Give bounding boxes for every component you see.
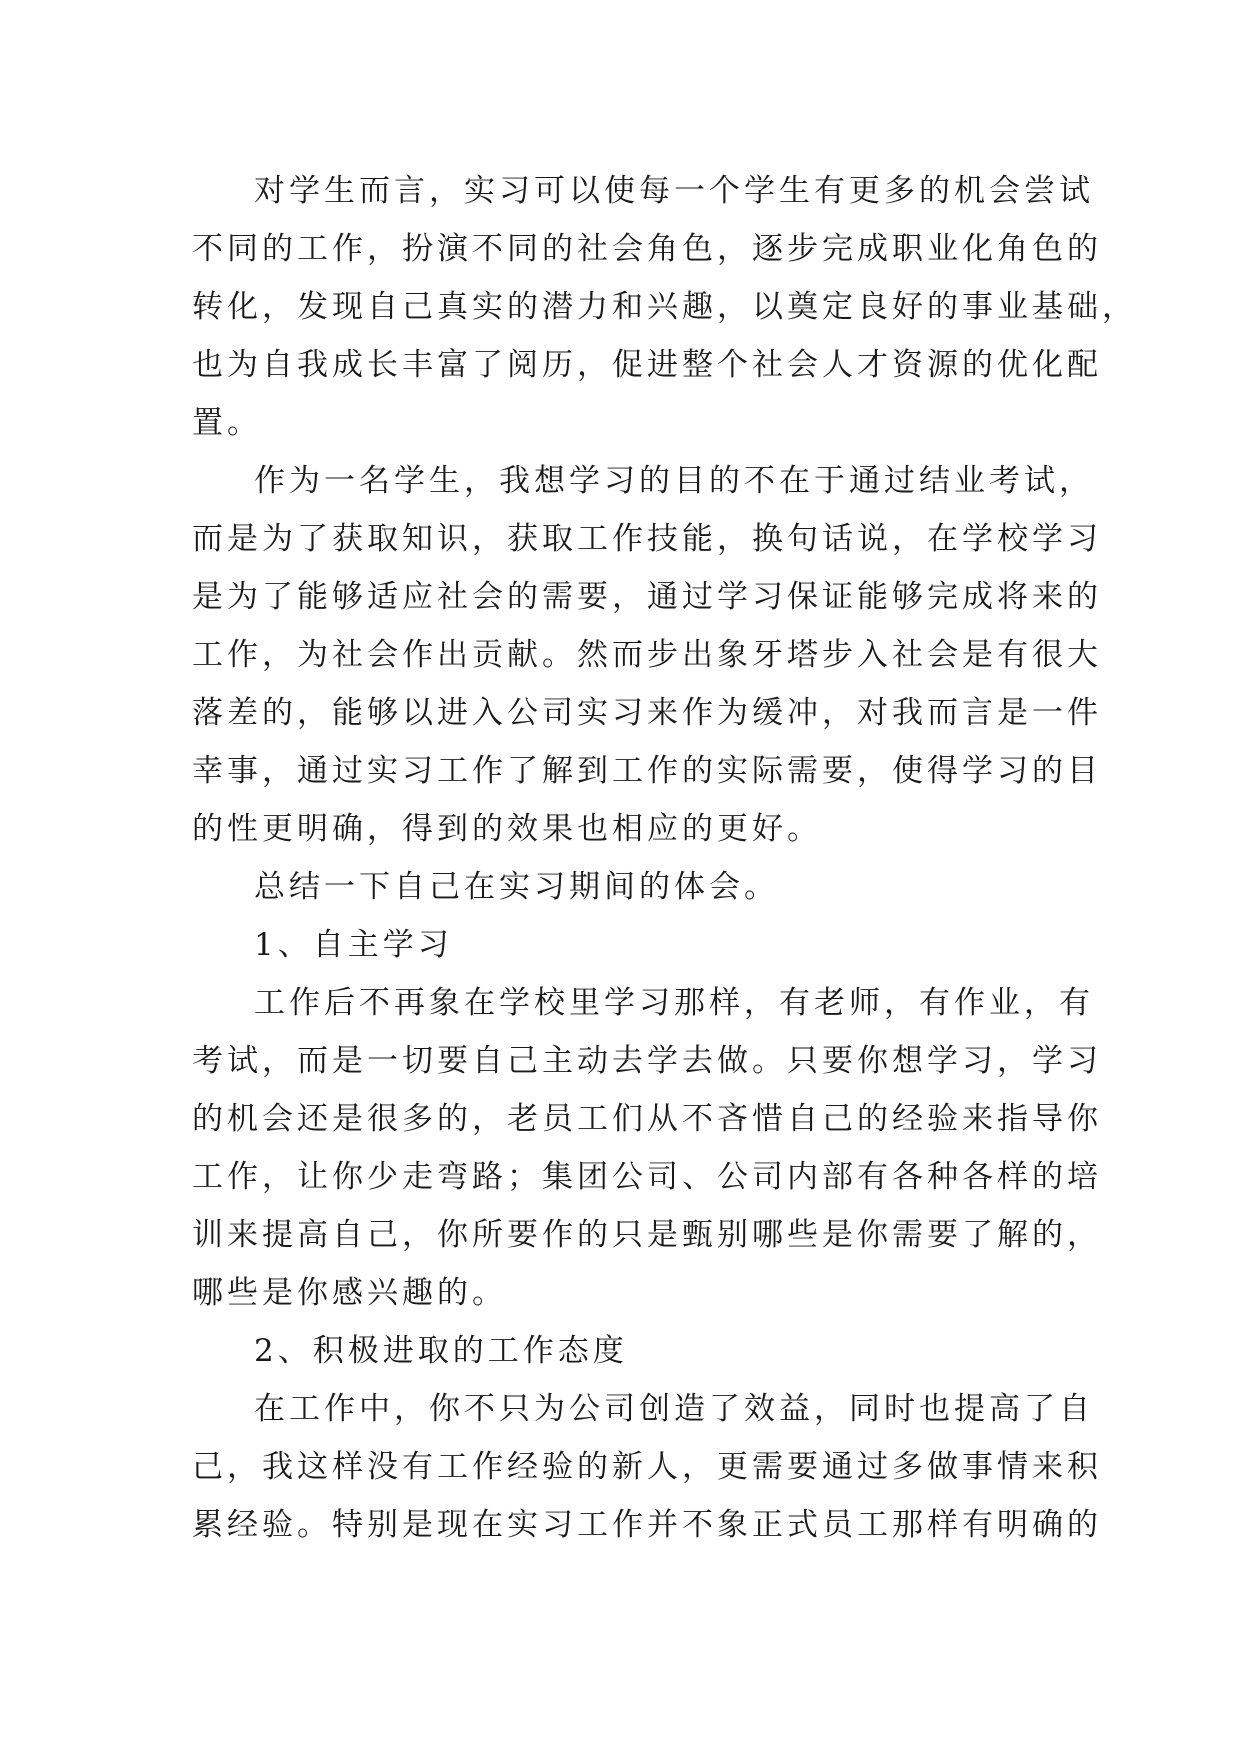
text-line: 考试，而是一切要自己主动去学去做。只要你想学习，学习 <box>192 1043 1102 1079</box>
text-line: 落差的，能够以进入公司实习来作为缓冲，对我而言是一件 <box>192 695 1102 731</box>
text-line: 对学生而言，实习可以使每一个学生有更多的机会尝试 <box>254 173 1094 209</box>
text-line: 己，我这样没有工作经验的新人，更需要通过多做事情来积 <box>192 1449 1102 1485</box>
text-line: 而是为了获取知识，获取工作技能，换句话说，在学校学习 <box>192 521 1102 557</box>
text-line: 工作，让你少走弯路；集团公司、公司内部有各种各样的培 <box>192 1159 1102 1195</box>
section-heading: 2、积极进取的工作态度 <box>254 1333 628 1369</box>
text-line: 转化，发现自己真实的潜力和兴趣，以奠定良好的事业基础， <box>192 289 1137 325</box>
text-line: 工作后不再象在学校里学习那样，有老师，有作业，有 <box>254 985 1094 1021</box>
text-line: 的机会还是很多的，老员工们从不吝惜自己的经验来指导你 <box>192 1101 1102 1137</box>
text-line: 是为了能够适应社会的需要，通过学习保证能够完成将来的 <box>192 579 1102 615</box>
text-line: 也为自我成长丰富了阅历，促进整个社会人才资源的优化配 <box>192 347 1102 383</box>
text-line: 工作，为社会作出贡献。然而步出象牙塔步入社会是有很大 <box>192 637 1102 673</box>
section-heading: 1、自主学习 <box>254 927 453 963</box>
text-line: 置。 <box>192 405 262 441</box>
text-line: 累经验。特别是现在实习工作并不象正式员工那样有明确的 <box>192 1507 1102 1543</box>
text-line: 在工作中，你不只为公司创造了效益，同时也提高了自 <box>254 1391 1094 1427</box>
text-line: 训来提高自己，你所要作的只是甄别哪些是你需要了解的， <box>192 1217 1102 1253</box>
text-line: 不同的工作，扮演不同的社会角色，逐步完成职业化角色的 <box>192 231 1102 267</box>
text-line: 总结一下自己在实习期间的体会。 <box>254 869 779 905</box>
text-line: 作为一名学生，我想学习的目的不在于通过结业考试， <box>254 463 1094 499</box>
text-line: 幸事，通过实习工作了解到工作的实际需要，使得学习的目 <box>192 753 1102 789</box>
text-line: 的性更明确，得到的效果也相应的更好。 <box>192 811 822 847</box>
text-line: 哪些是你感兴趣的。 <box>192 1275 507 1311</box>
